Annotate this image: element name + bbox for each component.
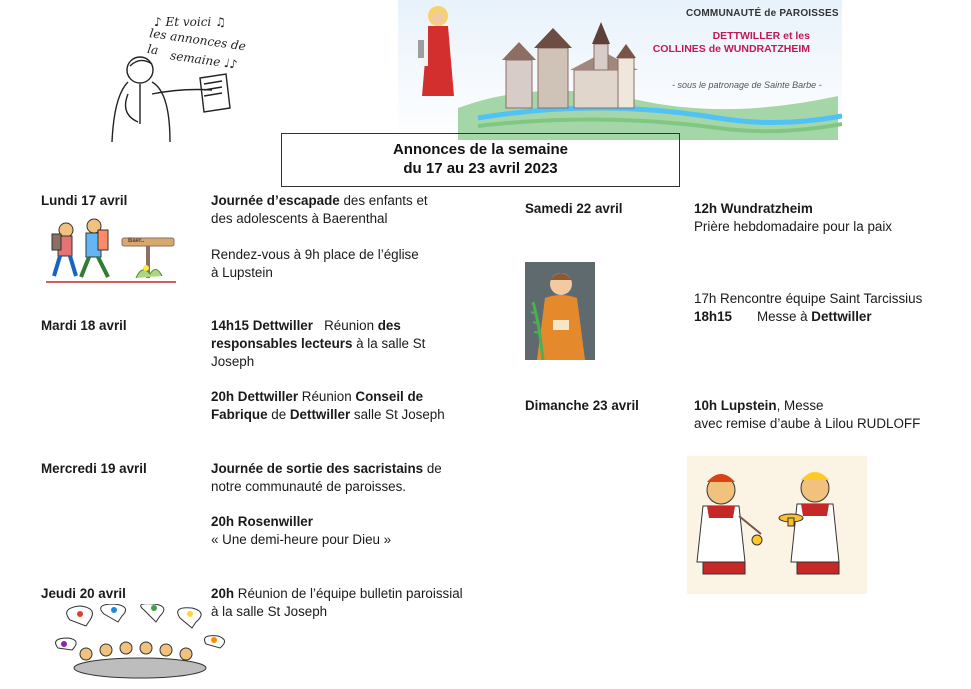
hikers-drawing [46, 216, 176, 286]
mardi-b6: Fabrique [211, 407, 268, 422]
meeting-drawing [50, 604, 230, 686]
mardi-t1: Réunion [312, 318, 378, 333]
mercredi-t2: notre communauté de paroisses. [211, 479, 407, 494]
saint-tarcisius-image [525, 262, 595, 360]
day-mardi: Mardi 18 avril [41, 318, 127, 333]
saint-tarcisius-drawing [525, 262, 595, 360]
mardi-b1: 14h15 Dettwiller [211, 318, 313, 333]
dimanche-t1: , Messe [776, 398, 824, 413]
dimanche-text [694, 397, 964, 433]
banner-title-1: COMMUNAUTÉ de PAROISSES [686, 8, 839, 19]
mardi-text-2 [211, 388, 481, 424]
samedi-t1: Prière hebdomadaire pour la paix [694, 219, 893, 234]
banner-title-2a: DETTWILLER et les [712, 30, 810, 42]
mardi-t6: salle St Joseph [350, 407, 445, 422]
lundi-t2: des adolescents à Baerenthal [211, 211, 388, 226]
dimanche-t2: avec remise d’aube à Lilou RUDLOFF [694, 416, 921, 431]
mercredi-text-1 [211, 460, 481, 496]
page-title-box [281, 133, 680, 187]
mercredi-b1: Journée de sortie des sacristains [211, 461, 424, 476]
singer-text-1: ♪ Et voici ♫ [154, 15, 226, 29]
mercredi-t3: « Une demi-heure pour Dieu » [211, 532, 392, 547]
lundi-t3: Rendez-vous à 9h place de l’église [211, 247, 419, 262]
mardi-b7: Dettwiller [289, 407, 351, 422]
jeudi-t2: à la salle St Joseph [211, 604, 328, 619]
jeudi-b1: 20h [211, 586, 235, 601]
mardi-b4: 20h Dettwiller [211, 389, 299, 404]
meeting-illustration [50, 604, 230, 686]
singer-text-2: les annonces de la [146, 26, 247, 58]
day-jeudi: Jeudi 20 avril [41, 586, 126, 601]
mercredi-text-2 [211, 513, 481, 549]
altar-servers-illustration [687, 456, 867, 594]
banner-title-3: - sous le patronage de Sainte Barbe - [672, 80, 822, 90]
mardi-t3: Joseph [211, 354, 255, 369]
jeudi-text [211, 585, 491, 621]
day-mercredi: Mercredi 19 avril [41, 461, 147, 476]
signpost-label: Baer.. [128, 238, 145, 244]
page-title: Annonces de la semaine [392, 141, 569, 158]
dimanche-b1: 10h Lupstein [694, 398, 777, 413]
altar-servers-drawing [687, 456, 867, 594]
samedi-b3: Dettwiller [811, 309, 872, 324]
mardi-b5: Conseil de [355, 389, 424, 404]
samedi-text-1 [694, 200, 964, 236]
singer-text-3: semaine ♩♪ [169, 48, 239, 72]
lundi-t1: des enfants et [339, 193, 428, 208]
mardi-t5: de [267, 407, 290, 422]
mercredi-t1: de [423, 461, 442, 476]
lundi-t4: à Lupstein [211, 265, 273, 280]
samedi-t2: 17h Rencontre équipe Saint Tarcissius [694, 291, 923, 306]
hikers-illustration [46, 216, 176, 286]
mardi-t2: à la salle St [352, 336, 426, 351]
samedi-b2: 18h15 [694, 309, 732, 324]
mardi-b3: responsables lecteurs [211, 336, 353, 351]
mardi-t4: Réunion [298, 389, 356, 404]
page-subtitle: du 17 au 23 avril 2023 [403, 160, 558, 177]
mardi-b2: des [377, 318, 401, 333]
lundi-text-1 [211, 192, 481, 228]
jeudi-t1: Réunion de l’équipe bulletin paroissial [234, 586, 463, 601]
day-samedi: Samedi 22 avril [525, 201, 623, 216]
samedi-b1: 12h Wundratzheim [694, 201, 813, 216]
lundi-text-2 [211, 246, 481, 282]
samedi-text-2 [694, 290, 964, 326]
banner-title-2b: COLLINES de WUNDRATZHEIM [652, 43, 810, 55]
lundi-bold-1: Journée d’escapade [211, 193, 340, 208]
samedi-t3: Messe à [756, 309, 812, 324]
parish-banner [398, 0, 842, 140]
mardi-text-1 [211, 317, 481, 371]
day-lundi: Lundi 17 avril [41, 193, 128, 208]
day-dimanche: Dimanche 23 avril [525, 398, 639, 413]
singer-illustration [100, 8, 250, 158]
parish-banner-drawing [398, 0, 842, 140]
mercredi-b2: 20h Rosenwiller [211, 514, 313, 529]
